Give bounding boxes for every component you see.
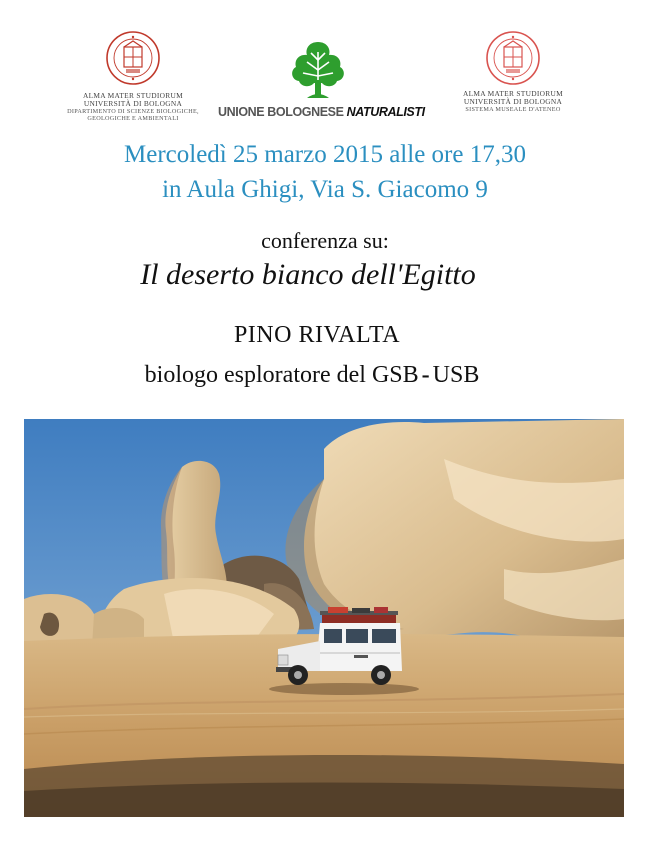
event-place: in Aula Ghigi, Via S. Giacomo 9 <box>162 176 488 203</box>
speaker-role-org: USB <box>432 362 480 388</box>
logo-unibo-sma <box>438 30 588 113</box>
event-date: Mercoledì 25 marzo 2015 alle ore 17,30 <box>124 141 526 168</box>
logo-left-line2: UNIVERSITÀ DI BOLOGNA <box>83 99 183 108</box>
speaker-role-main: biologo esploratore del GSB <box>144 362 419 388</box>
green-tree-icon <box>285 40 351 100</box>
logo-ubn <box>218 40 425 119</box>
logo-left-line1: ALMA MATER STUDIORUM <box>82 91 184 100</box>
ubn-name-part2: NATURALISTI <box>346 105 425 119</box>
ubn-name <box>218 105 425 119</box>
speaker-role-dash: - <box>421 362 430 388</box>
white-desert-jeep-photo <box>24 419 624 817</box>
speaker-role <box>0 362 624 389</box>
ubn-name-part1: UNIONE BOLOGNESE <box>218 105 347 119</box>
logo-left-line4: GEOLOGICHE E AMBIENTALI <box>87 115 179 122</box>
university-seal-icon <box>485 30 541 86</box>
logo-right-line3: SISTEMA MUSEALE D'ATENEO <box>465 106 561 113</box>
logo-left-line3: DIPARTIMENTO DI SCIENZE BIOLOGICHE, <box>67 108 199 115</box>
university-seal-icon <box>105 30 161 86</box>
talk-title: Il deserto bianco dell'Egitto <box>140 258 476 291</box>
logo-right-line2: UNIVERSITÀ DI BOLOGNA <box>463 97 563 106</box>
talk-intro: conferenza su: <box>261 228 389 253</box>
logo-right-line1: ALMA MATER STUDIORUM <box>462 89 564 98</box>
speaker-name: PINO RIVALTA <box>233 322 401 348</box>
logo-unibo-bigea <box>58 30 208 122</box>
